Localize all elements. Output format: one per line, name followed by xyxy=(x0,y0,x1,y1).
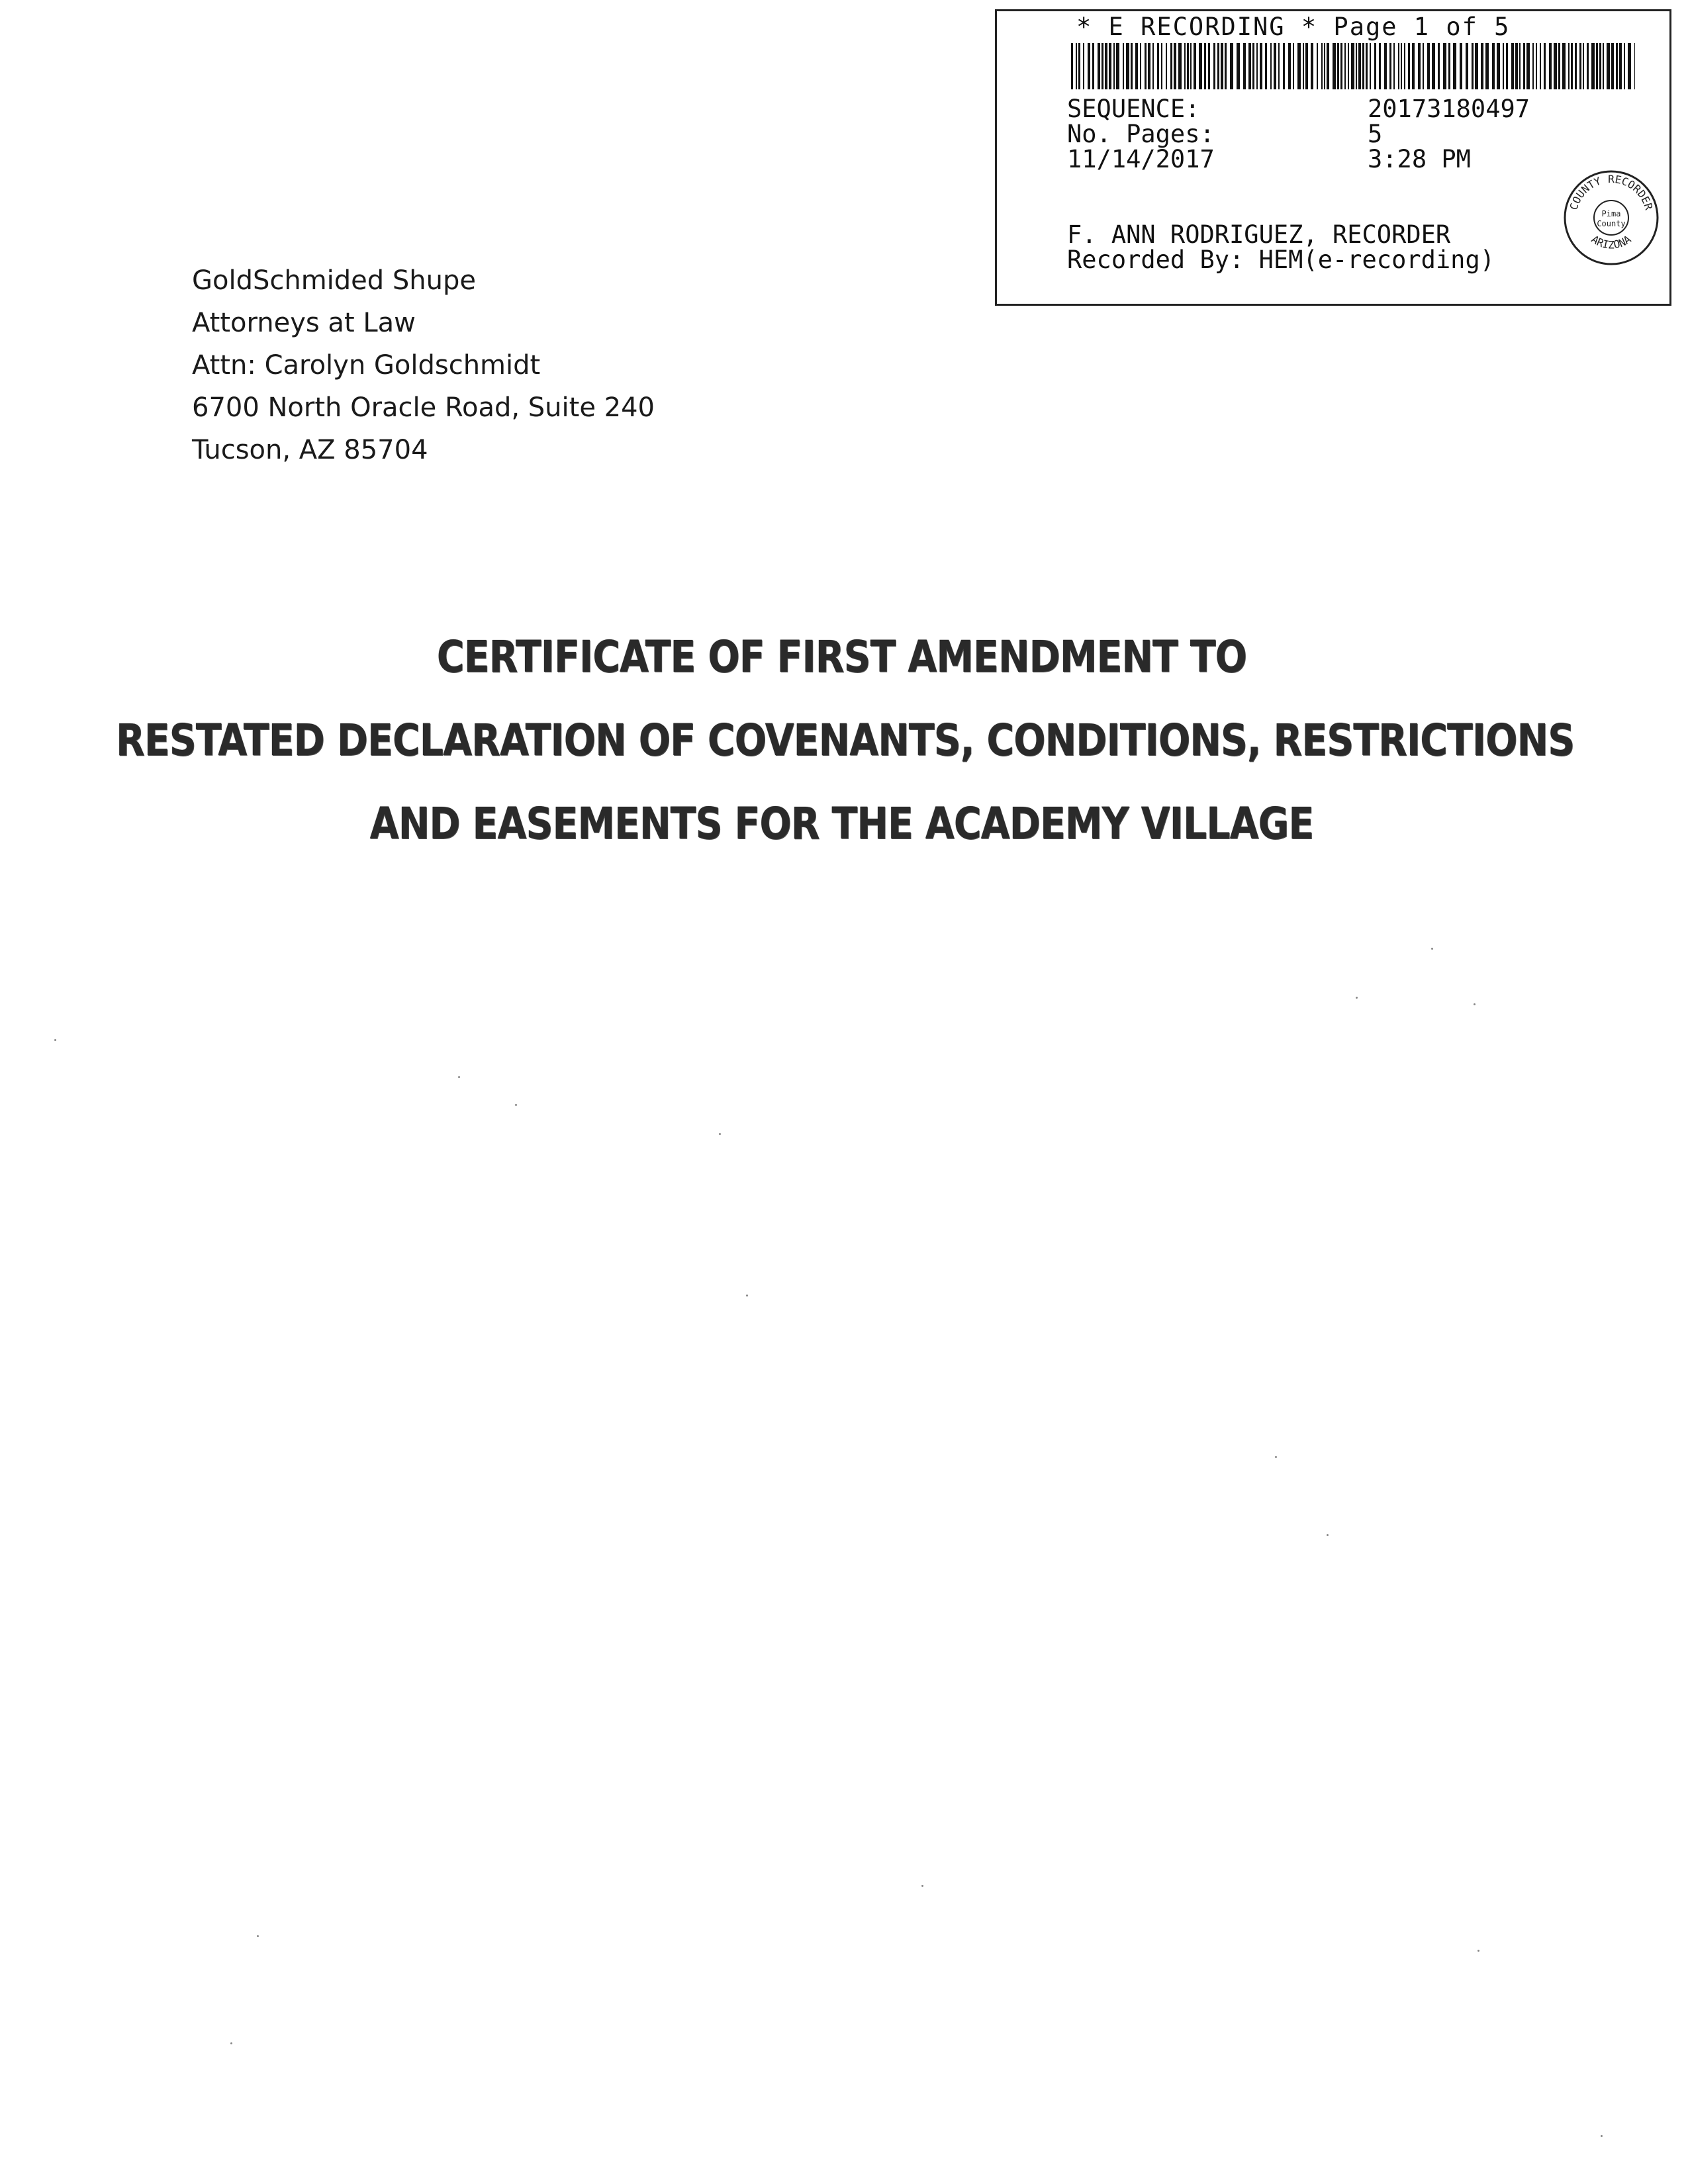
recording-time: 3:28 PM xyxy=(1368,145,1471,173)
svg-text:ARIZONA: ARIZONA xyxy=(1589,232,1634,251)
barcode-bar xyxy=(1624,43,1625,89)
barcode-bar xyxy=(1466,43,1468,89)
barcode-bar xyxy=(1092,43,1094,89)
scan-speck xyxy=(1477,1950,1479,1952)
scan-speck xyxy=(1356,997,1358,999)
barcode-bar xyxy=(1404,43,1405,89)
address-line-street: 6700 North Oracle Road, Suite 240 xyxy=(192,392,655,423)
barcode-bar xyxy=(1423,43,1424,89)
address-line-firm: GoldSchmided Shupe xyxy=(192,265,476,296)
recorder-name: F. ANN RODRIGUEZ, RECORDER xyxy=(1067,220,1451,249)
barcode-bar xyxy=(1374,43,1376,89)
address-line-city: Tucson, AZ 85704 xyxy=(192,435,428,465)
barcode-bar xyxy=(1152,43,1154,89)
barcode-bar xyxy=(1204,43,1206,89)
barcode-bar xyxy=(1587,43,1589,89)
barcode-bar xyxy=(1225,43,1227,89)
barcode-bar xyxy=(1506,43,1508,89)
barcode-bar xyxy=(1362,43,1364,89)
barcode-bar xyxy=(1126,43,1129,89)
barcode-bar xyxy=(1379,43,1381,89)
barcode-bar xyxy=(1208,43,1210,89)
barcode-bar xyxy=(1549,43,1552,89)
scan-speck xyxy=(719,1133,721,1135)
barcode-bar xyxy=(1511,43,1514,89)
scan-speck xyxy=(1474,1003,1476,1005)
barcode-bar xyxy=(1148,43,1150,89)
scan-speck xyxy=(1601,2135,1603,2137)
barcode-bar xyxy=(1358,43,1361,89)
barcode-bar xyxy=(1278,43,1280,89)
barcode-bar xyxy=(1305,43,1308,89)
barcode-bar xyxy=(1591,43,1595,89)
barcode-bar xyxy=(1536,43,1537,89)
barcode-bar xyxy=(1583,43,1584,89)
barcode-bar xyxy=(1252,43,1254,89)
barcode-bar xyxy=(1443,43,1446,89)
barcode-bar xyxy=(1427,43,1430,89)
barcode-bar xyxy=(1596,43,1598,89)
barcode-bar xyxy=(1579,43,1581,89)
title-line-2: RESTATED DECLARATION OF COVENANTS, CONDITIONS, RESTRICTIONS xyxy=(116,715,1575,766)
scan-speck xyxy=(921,1885,923,1887)
barcode-bar xyxy=(1523,43,1525,89)
barcode-bar xyxy=(1317,43,1318,89)
scan-speck xyxy=(515,1104,517,1106)
barcode-bar xyxy=(1256,43,1258,89)
barcode-bar xyxy=(1230,43,1233,89)
barcode-bar xyxy=(1131,43,1133,89)
barcode-bar xyxy=(1340,43,1342,89)
barcode-bar xyxy=(1265,43,1267,89)
barcode-bar xyxy=(1398,43,1399,89)
barcode-bar xyxy=(1098,43,1100,89)
barcode-bar xyxy=(1274,43,1276,89)
barcode-bar xyxy=(1161,43,1162,89)
barcode-bar xyxy=(1123,43,1124,89)
barcode xyxy=(1071,43,1635,89)
barcode-bar xyxy=(1515,43,1518,89)
recording-date: 11/14/2017 xyxy=(1067,145,1215,173)
scan-speck xyxy=(230,2042,232,2044)
barcode-bar xyxy=(1337,43,1339,89)
barcode-bar xyxy=(1475,43,1478,89)
barcode-bar xyxy=(1260,43,1262,89)
barcode-bar xyxy=(1178,43,1182,89)
barcode-bar xyxy=(1544,43,1546,89)
barcode-bar xyxy=(1344,43,1346,89)
barcode-bar xyxy=(1321,43,1323,89)
barcode-bar xyxy=(1497,43,1500,89)
barcode-bar xyxy=(1327,43,1329,89)
barcode-bar xyxy=(1243,43,1246,89)
barcode-bar xyxy=(1248,43,1251,89)
barcode-bar xyxy=(1401,43,1402,89)
barcode-bar xyxy=(1384,43,1387,89)
barcode-bar xyxy=(1288,43,1291,89)
barcode-bar xyxy=(1324,43,1325,89)
sequence-value: 20173180497 xyxy=(1368,95,1530,123)
barcode-bar xyxy=(1297,43,1301,89)
county-recorder-seal-icon xyxy=(1562,168,1661,267)
barcode-bar xyxy=(1568,43,1570,89)
barcode-bar xyxy=(1393,43,1395,89)
barcode-bar xyxy=(1634,43,1635,89)
scan-speck xyxy=(458,1076,460,1078)
return-address xyxy=(192,259,655,471)
barcode-bar xyxy=(1283,43,1285,89)
barcode-bar xyxy=(1157,43,1159,89)
barcode-bar xyxy=(1611,43,1614,89)
scan-speck xyxy=(54,1039,56,1041)
barcode-bar xyxy=(1348,43,1349,89)
barcode-bar xyxy=(1562,43,1566,89)
svg-text:COUNTY RECORDER: COUNTY RECORDER xyxy=(1567,173,1656,212)
barcode-bar xyxy=(1078,43,1080,89)
barcode-bar xyxy=(1532,43,1534,89)
barcode-bar xyxy=(1190,43,1192,89)
barcode-bar xyxy=(1213,43,1215,89)
barcode-bar xyxy=(1418,43,1421,89)
barcode-bar xyxy=(1270,43,1272,89)
barcode-bar xyxy=(1554,43,1557,89)
barcode-bar xyxy=(1109,43,1111,89)
barcode-bar xyxy=(1460,43,1462,89)
barcode-bar xyxy=(1453,43,1456,89)
barcode-bar xyxy=(1199,43,1202,89)
barcode-bar xyxy=(1135,43,1138,89)
barcode-bar xyxy=(1408,43,1410,89)
barcode-bar xyxy=(1311,43,1313,89)
barcode-bar xyxy=(1187,43,1189,89)
barcode-bar xyxy=(1526,43,1530,89)
barcode-bar xyxy=(1432,43,1435,89)
document-title xyxy=(116,615,1575,866)
barcode-bar xyxy=(1333,43,1336,89)
barcode-bar xyxy=(1071,43,1073,89)
barcode-bar xyxy=(1481,43,1483,89)
barcode-bar xyxy=(1140,43,1141,89)
barcode-bar xyxy=(1599,43,1601,89)
barcode-bar xyxy=(1603,43,1604,89)
barcode-bar xyxy=(1116,43,1119,89)
barcode-bar xyxy=(1389,43,1391,89)
barcode-bar xyxy=(1485,43,1489,89)
barcode-bar xyxy=(1628,43,1631,89)
stamp-header: * E RECORDING * Page 1 of 5 xyxy=(1076,13,1511,41)
barcode-bar xyxy=(1083,43,1084,89)
address-line-title: Attorneys at Law xyxy=(192,308,416,338)
barcode-bar xyxy=(1370,43,1371,89)
barcode-bar xyxy=(1575,43,1577,89)
barcode-bar xyxy=(1088,43,1090,89)
barcode-bar xyxy=(1221,43,1223,89)
recorded-by: Recorded By: HEM(e-recording) xyxy=(1067,246,1495,274)
barcode-bar xyxy=(1170,43,1172,89)
barcode-bar xyxy=(1184,43,1186,89)
barcode-bar xyxy=(1571,43,1573,89)
barcode-bar xyxy=(1237,43,1240,89)
barcode-bar xyxy=(1166,43,1167,89)
address-line-attn: Attn: Carolyn Goldschmidt xyxy=(192,350,541,381)
barcode-bar xyxy=(1303,43,1304,89)
barcode-bar xyxy=(1503,43,1504,89)
barcode-bar xyxy=(1472,43,1474,89)
barcode-bar xyxy=(1616,43,1618,89)
barcode-bar xyxy=(1293,43,1294,89)
barcode-bar xyxy=(1145,43,1147,89)
pages-value: 5 xyxy=(1368,120,1383,148)
barcode-bar xyxy=(1194,43,1196,89)
barcode-bar xyxy=(1102,43,1103,89)
barcode-bar xyxy=(1356,43,1357,89)
barcode-bar xyxy=(1351,43,1354,89)
barcode-bar xyxy=(1076,43,1077,89)
scan-speck xyxy=(1327,1534,1329,1536)
barcode-bar xyxy=(1366,43,1368,89)
scan-speck xyxy=(257,1935,259,1937)
title-line-3: AND EASEMENTS FOR THE ACADEMY VILLAGE xyxy=(369,798,1314,849)
barcode-bar xyxy=(1105,43,1107,89)
title-line-1: CERTIFICATE OF FIRST AMENDMENT TO xyxy=(436,631,1247,682)
barcode-bar xyxy=(1540,43,1541,89)
sequence-label: SEQUENCE: xyxy=(1067,95,1200,123)
barcode-bar xyxy=(1492,43,1495,89)
barcode-bar xyxy=(1174,43,1176,89)
barcode-bar xyxy=(1519,43,1521,89)
barcode-bar xyxy=(1113,43,1115,89)
barcode-bar xyxy=(1412,43,1415,89)
barcode-bar xyxy=(1438,43,1440,89)
barcode-bar xyxy=(1607,43,1610,89)
barcode-bar xyxy=(1619,43,1622,89)
barcode-bar xyxy=(1558,43,1560,89)
svg-text:County: County xyxy=(1597,219,1626,228)
barcode-bar xyxy=(1217,43,1219,89)
scan-speck xyxy=(1275,1456,1277,1458)
scan-speck xyxy=(1431,948,1433,950)
pages-label: No. Pages: xyxy=(1067,120,1215,148)
scan-speck xyxy=(746,1295,748,1297)
recording-stamp xyxy=(995,9,1671,306)
svg-text:Pima: Pima xyxy=(1601,209,1621,218)
barcode-bar xyxy=(1448,43,1450,89)
